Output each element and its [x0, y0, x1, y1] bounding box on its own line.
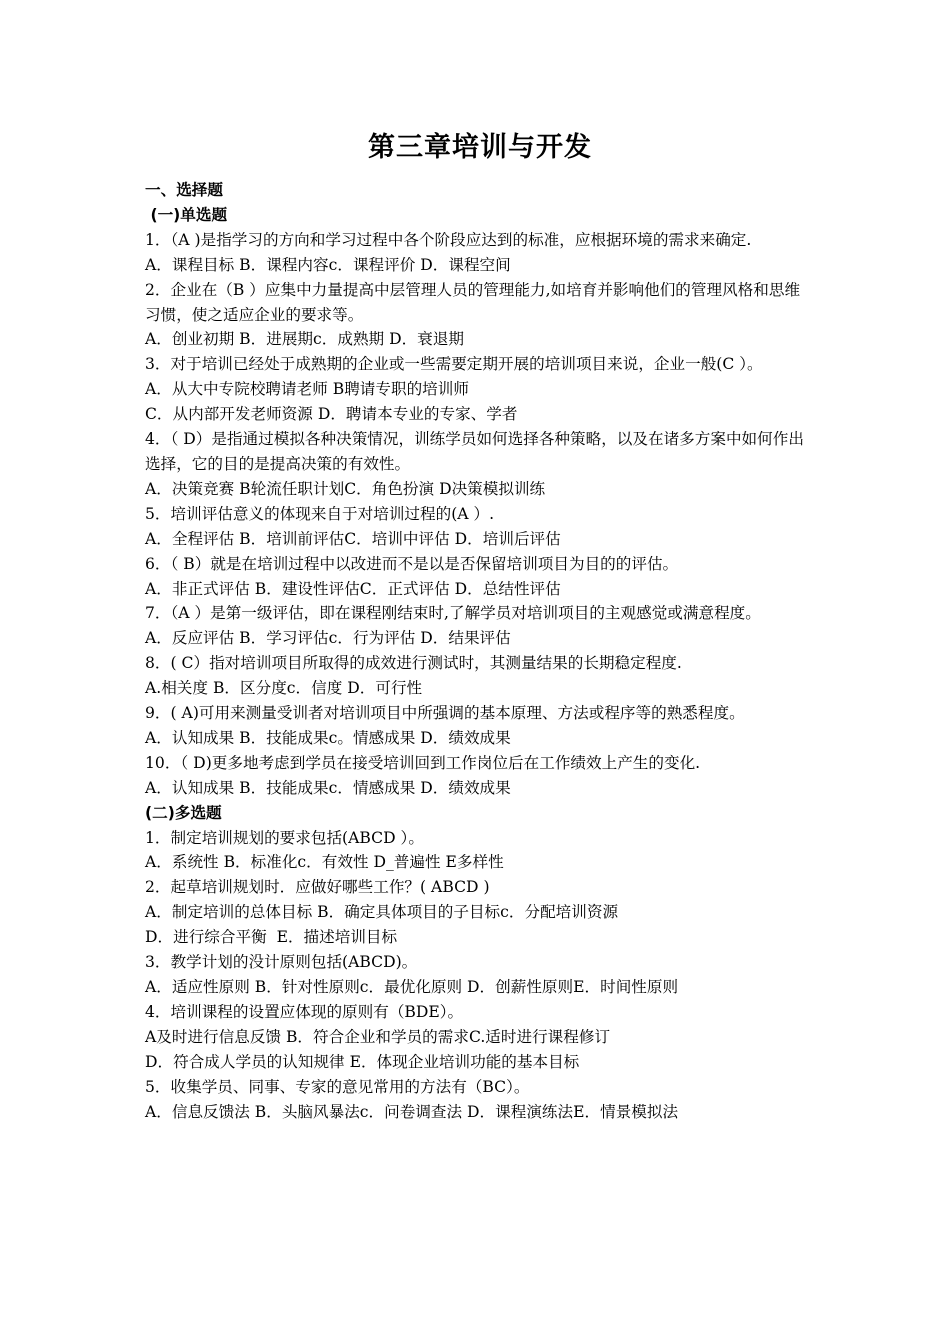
text-line: 4．培训课程的设置应体现的原则有（BDE）。 — [145, 1002, 464, 1021]
section-heading: (一)单选题 — [145, 205, 228, 224]
text-line: A．制定培训的总体目标 B．确定具体项目的子目标c．分配培训资源 — [145, 903, 619, 922]
text-line: A．决策竞赛 B轮流任职计划C．角色扮演 D决策模拟训练 — [145, 479, 546, 498]
text-line: A．课程目标 B．课程内容c．课程评价 D．课程空间 — [145, 255, 511, 274]
text-line: 8．( C）指对培训项目所取得的成效进行测试时，其测量结果的长期稳定程度. — [145, 654, 682, 673]
text-line: A．认知成果 B．技能成果c．情感成果 D．绩效成果 — [145, 778, 511, 797]
page-title: 第三章培训与开发 — [368, 132, 592, 163]
document-body — [145, 178, 815, 1124]
text-line: 9．( A)可用来测量受训者对培训项目中所强调的基本原理、方法或程序等的熟悉程度。 — [145, 704, 745, 723]
text-line: A．系统性 B．标准化c．有效性 D_普遍性 E多样性 — [145, 853, 504, 872]
text-line: 1．制定培训规划的要求包括(ABCD ）。 — [145, 828, 424, 847]
section-heading: (二)多选题 — [145, 803, 222, 822]
text-line: 1．（A )是指学习的方向和学习过程中各个阶段应达到的标准，应根据环境的需求来确定. — [145, 230, 752, 249]
text-line: D．进行综合平衡 E．描述培训目标 — [145, 928, 398, 947]
section-heading: 一、选择题 — [145, 181, 223, 199]
text-line: A．信息反馈法 B．头脑风暴法c．问卷调查法 D．课程演练法E．情景模拟法 — [145, 1102, 679, 1121]
text-line: 5．培训评估意义的体现来自于对培训过程的(A ）. — [145, 504, 495, 523]
text-line: 3．教学计划的没计原则包括(ABCD)。 — [145, 953, 418, 972]
text-line: A．全程评估 B．培训前评估C．培训中评估 D．培训后评估 — [145, 529, 561, 548]
text-line: 3．对于培训已经处于成熟期的企业或一些需要定期开展的培训项目来说，企业一般(C ）。 — [145, 355, 763, 374]
text-line: A．非正式评估 B．建设性评估C．正式评估 D．总结性评估 — [145, 579, 561, 598]
text-line: A．创业初期 B．进展期c．成熟期 D．衰退期 — [145, 330, 464, 349]
text-line: D．符合成人学员的认知规律 E．体现企业培训功能的基本目标 — [145, 1052, 580, 1071]
text-line: A．认知成果 B．技能成果c。情感成果 D．绩效成果 — [145, 728, 511, 747]
text-line: A．反应评估 B．学习评估c．行为评估 D．结果评估 — [145, 629, 511, 648]
text-line: C．从内部开发老师资源 D．聘请本专业的专家、学者 — [145, 405, 518, 424]
text-line: A及时进行信息反馈 B．符合企业和学员的需求C.适时进行课程修订 — [145, 1027, 611, 1046]
text-line: A．适应性原则 B．针对性原则c．最优化原则 D．创薪性原则E．时间性原则 — [145, 978, 679, 996]
text-line: 7．（A ）是第一级评估，即在课程刚结束时,了解学员对培训项目的主观感觉或满意程度。 — [145, 604, 761, 623]
document-page — [145, 128, 815, 1124]
text-line: 6．（ B）就是在培训过程中以改进而不是以是否保留培训项目为目的的评估。 — [145, 554, 679, 573]
text-line: 2．企业在（B ）应集中力量提高中层管理人员的管理能力,如培育并影响他们的管理风格和思维习惯，使之适应企业的要求等。 — [145, 280, 801, 324]
text-line: 10．（ D)更多地考虑到学员在接受培训回到工作岗位后在工作绩效上产生的变化. — [145, 753, 701, 772]
text-line: A.相关度 B．区分度c．信度 D．可行性 — [145, 679, 423, 698]
text-line: A．从大中专院校聘请老师 B聘请专职的培训师 — [145, 380, 469, 399]
text-line: 2．起草培训规划时．应做好哪些工作？( ABCD ) — [145, 878, 490, 897]
text-line: 4．（ D）是指通过模拟各种决策情况，训练学员如何选择各种策略，以及在诸多方案中如何作出选择，它的目的是提高决策的有效性。 — [145, 430, 804, 473]
text-line: 5．收集学员、同事、专家的意见常用的方法有（BC）。 — [145, 1077, 530, 1096]
